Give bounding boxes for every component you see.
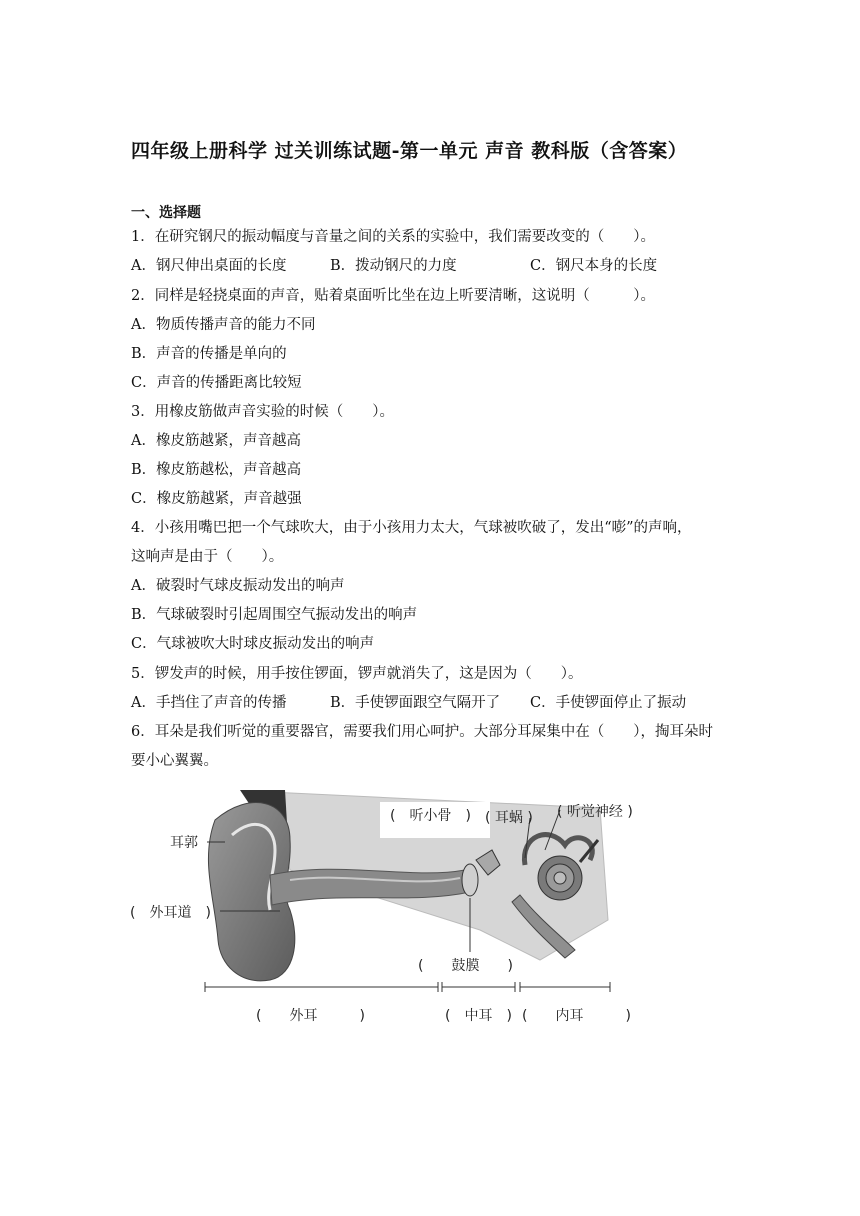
label-ossicles: ( 听小骨 )	[390, 808, 471, 824]
question-3-stem: 3．用橡皮筋做声音实验的时候（ ）。	[131, 404, 394, 420]
label-auricle: 耳郭	[170, 835, 198, 851]
option-c: C．手使锣面停止了振动	[530, 695, 687, 711]
option-b: B．拨动钢尺的力度	[330, 258, 457, 274]
label-inner-ear: ( 内耳 )	[522, 1008, 631, 1024]
option-b: B．气球破裂时引起周围空气振动发出的响声	[131, 607, 418, 623]
option-a: A．破裂时气球皮振动发出的响声	[131, 578, 345, 594]
question-4-stem: 4．小孩用嘴巴把一个气球吹大，由于小孩用力太大，气球被吹破了，发出“嘭”的声响，	[131, 520, 692, 536]
label-middle-ear: ( 中耳 )	[445, 1008, 512, 1024]
outer-ear-bracket	[205, 982, 438, 992]
option-a: A．物质传播声音的能力不同	[131, 317, 316, 333]
section-heading: 一、选择题	[131, 205, 201, 221]
question-5-stem: 5．锣发声的时候，用手按住锣面，锣声就消失了，这是因为（ ）。	[131, 666, 583, 682]
option-c: C．气球被吹大时球皮振动发出的响声	[131, 636, 375, 652]
option-b: B．手使锣面跟空气隔开了	[330, 695, 501, 711]
option-a: A．手挡住了声音的传播	[131, 695, 287, 711]
ear-diagram	[120, 780, 633, 1030]
question-6-stem-cont: 要小心翼翼。	[131, 753, 218, 769]
option-b: B．橡皮筋越松，声音越高	[131, 462, 302, 478]
label-eardrum: ( 鼓膜 )	[418, 958, 513, 974]
middle-ear-bracket	[442, 982, 515, 992]
label-outer-ear: ( 外耳 )	[256, 1008, 365, 1024]
eardrum-shape	[462, 864, 478, 896]
option-c: C．橡皮筋越紧，声音越强	[131, 491, 302, 507]
question-2-stem: 2．同样是轻挠桌面的声音，贴着桌面听比坐在边上听要清晰，这说明（ ）。	[131, 288, 655, 304]
question-6-stem: 6．耳朵是我们听觉的重要器官，需要我们用心呵护。大部分耳屎集中在（ ），掏耳朵时	[131, 724, 713, 740]
page-title: 四年级上册科学 过关训练试题-第一单元 声音 教科版（含答案）	[131, 140, 688, 162]
label-ear-canal: ( 外耳道 )	[130, 905, 211, 921]
option-c: C．钢尺本身的长度	[530, 258, 658, 274]
option-b: B．声音的传播是单向的	[131, 346, 287, 362]
question-1-stem: 1．在研究钢尺的振动幅度与音量之间的关系的实验中，我们需要改变的（ ）。	[131, 229, 655, 245]
option-a: A．钢尺伸出桌面的长度	[131, 258, 287, 274]
label-cochlea: ( 耳蜗 )	[485, 810, 533, 826]
question-4-stem-cont: 这响声是由于（ ）。	[131, 549, 284, 565]
inner-ear-bracket	[520, 982, 610, 992]
label-auditory-nerve: ( 听觉神经 )	[557, 804, 633, 820]
option-c: C．声音的传播距离比较短	[131, 375, 302, 391]
cochlea-core	[554, 872, 566, 884]
option-a: A．橡皮筋越紧，声音越高	[131, 433, 301, 449]
